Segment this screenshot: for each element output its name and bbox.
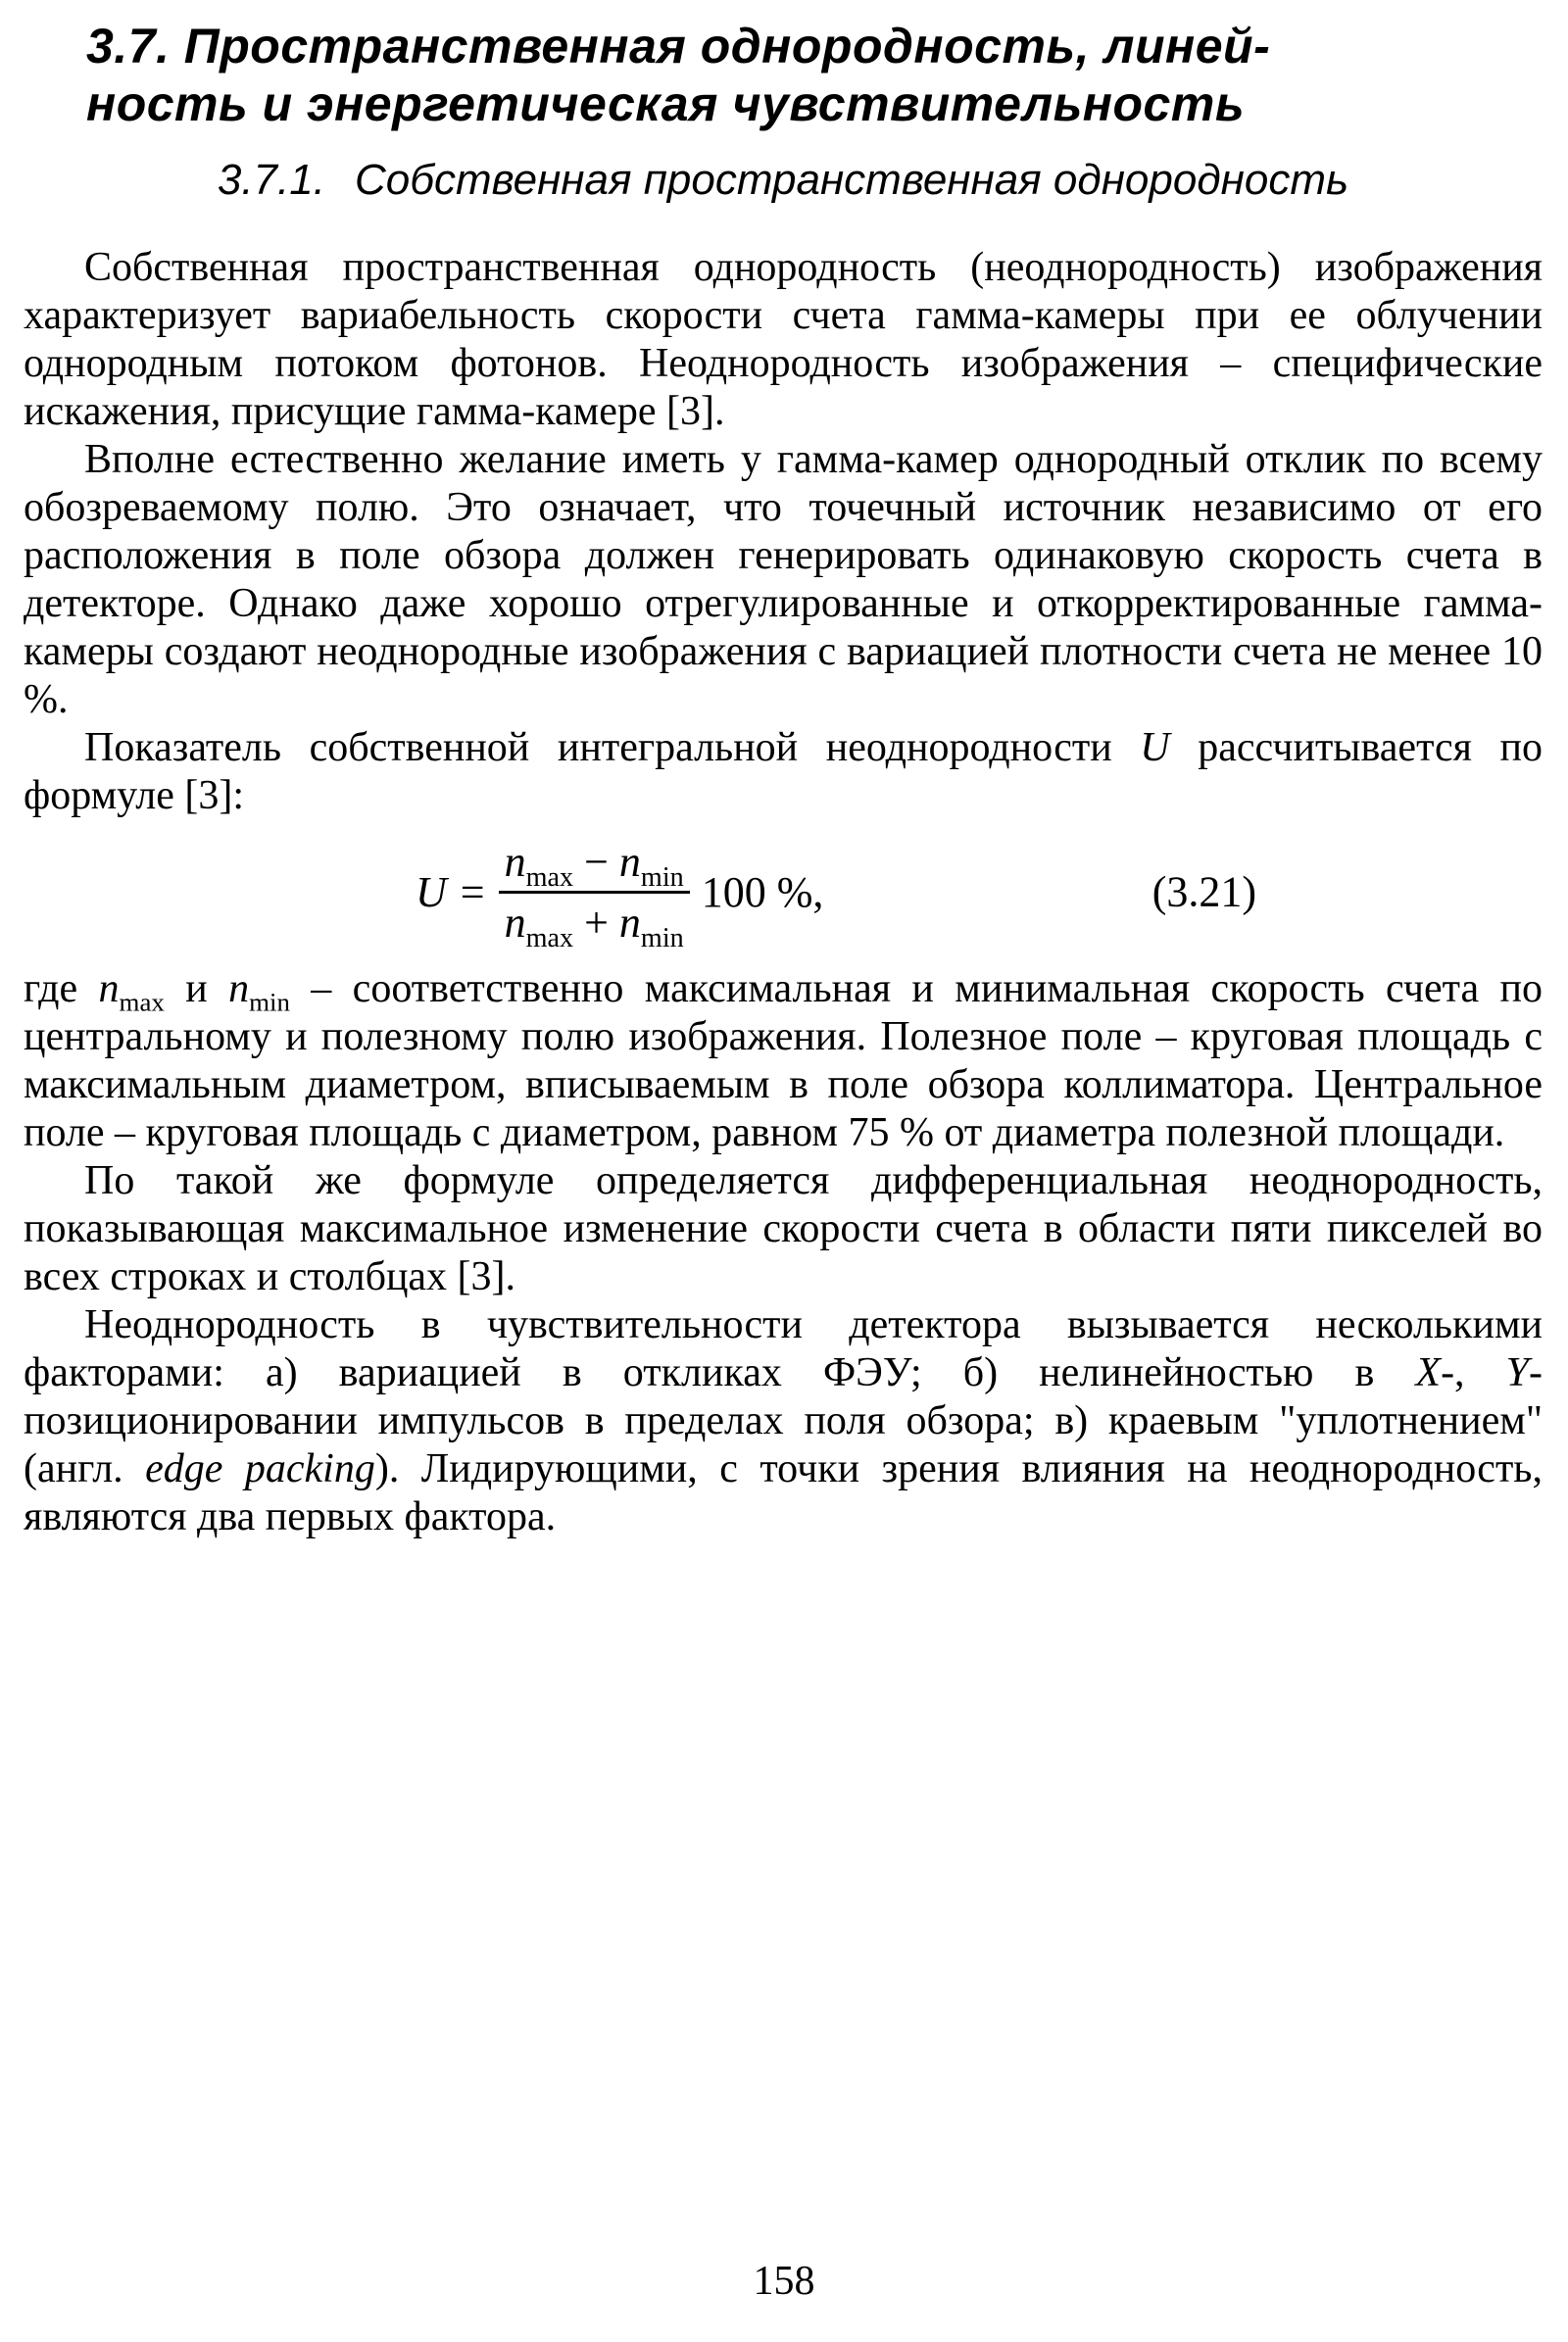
- equals-sign: =: [460, 867, 485, 916]
- equation-3-21: [24, 828, 1543, 955]
- fraction-denominator: $n_{max} + n_{min}$: [504, 898, 684, 953]
- section-heading-line2: ность и энергетическая чувствительность: [86, 75, 1245, 131]
- subsection-heading: [24, 156, 1543, 205]
- equation-lhs: U: [416, 867, 447, 916]
- paragraph-6: Неоднородность в чувствительности детектора вызывается несколькими факторами: а) вариацией в откликах ФЭУ; б) нелинейностью в X-, Y-позиционировании импульсов в пределах поля обзора; в) краевым "уплотнением" (англ. edge packing). Лидирующими, с точки зрения влияния на неоднородность, являются два первых фактора.: [24, 1302, 1543, 1539]
- subsection-number: 3.7.1.: [217, 156, 325, 204]
- paragraph-4: где $n_{max}$ и $n_{min}$ – соответственно максимальная и минимальная скорость счета по центральному и полезному полю изображения. Полезное поле – круговая площадь с максимальным диаметром, вписываемым в поле обзора коллиматора. Центральное поле – круговая площадь с диаметром, равном 75 % от диаметра полезной площади.: [24, 966, 1543, 1155]
- equation-tail: 100 %,: [701, 867, 824, 916]
- paragraph-5: По такой же формуле определяется дифференциальная неоднородность, показывающая максимальное изменение скорости счета в области пяти пикселей во всех строках и столбцах [3].: [24, 1158, 1543, 1299]
- fraction-numerator: $n_{max} - n_{min}$: [499, 837, 690, 894]
- section-heading: [86, 18, 1543, 132]
- fraction: [499, 837, 690, 953]
- subsection-title: Собственная пространственная однородность: [354, 156, 1349, 204]
- page-number: 158: [753, 2259, 815, 2304]
- equation-number: (3.21): [1152, 867, 1256, 916]
- section-heading-line1: 3.7. Пространственная однородность, линей-: [86, 19, 1271, 73]
- paragraph-3: Показатель собственной интегральной неоднородности U рассчитывается по формуле [3]:: [24, 725, 1543, 818]
- paragraph-2: Вполне естественно желание иметь у гамма-камер однородный отклик по всему обозреваемому полю. Это означает, что точечный источник независимо от его расположения в поле обзора должен генерировать одинаковую скорость счета в детекторе. Однако даже хорошо отрегулированные и откорректированные гамма-камеры создают неоднородные изображения с вариацией плотности счета не менее 10 %.: [24, 437, 1543, 722]
- paragraph-1: Собственная пространственная однородность (неоднородность) изображения характеризует вариабельность скорости счета гамма-камеры при ее облучении однородным потоком фотонов. Неоднородность изображения – специфические искажения, присущие гамма-камере [3].: [24, 245, 1543, 434]
